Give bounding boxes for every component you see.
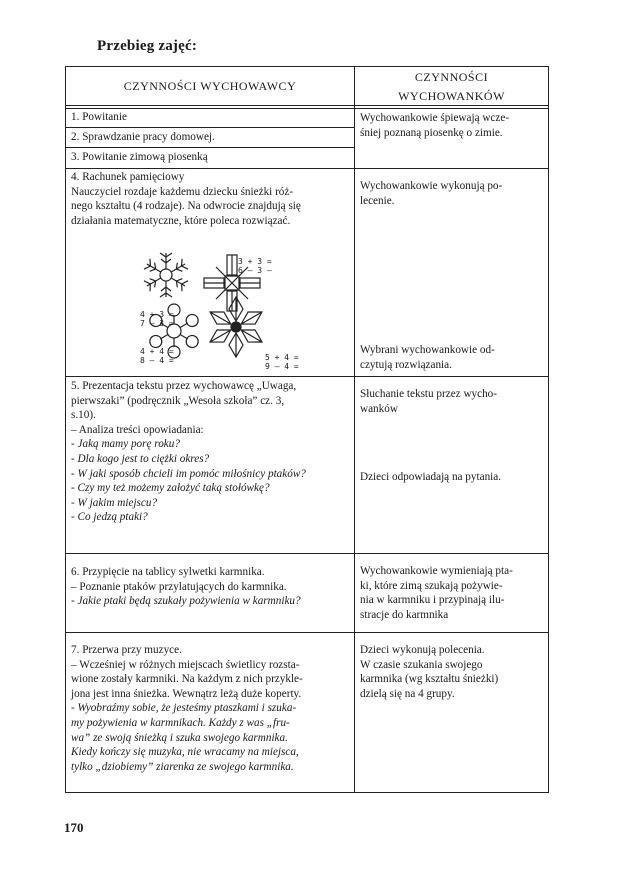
text-line: Dzieci wykonują polecenia. (360, 644, 485, 656)
snowflake-icon (144, 253, 188, 297)
text-line: wione zostały karmniki. Na każdym z nich przykle- (71, 673, 303, 686)
snowflake-icon (207, 297, 266, 357)
row7-right (360, 643, 543, 701)
row-divider (66, 553, 548, 554)
math-label (265, 353, 299, 371)
row7-left (71, 643, 351, 774)
row-divider (66, 105, 548, 106)
text-line: Dzieci odpowiadają na pytania. (360, 471, 502, 483)
row4-right-bottom (360, 343, 543, 372)
math-label (140, 310, 174, 328)
row-divider (66, 108, 548, 109)
text-line: wanków (360, 402, 398, 415)
header-student-line1: CZYNNOŚCI (414, 70, 489, 84)
text-line: 5. Prezentacja tekstu przez wychowawcę „Uwaga, (71, 380, 297, 392)
header-student-activities (355, 68, 548, 106)
text-line: 7 – 3 = (140, 319, 174, 328)
instruction-line: wa” ze swoją śnieżką i szuka swojego karmnika. (71, 731, 288, 744)
lesson-table (65, 66, 549, 793)
instruction-line: Kiedy kończy się muzyka, nie wracamy na miejsca, (71, 746, 299, 759)
text-line: s.10). (71, 409, 96, 422)
math-label (238, 257, 272, 275)
text-line: dzielą się na 4 grupy. (360, 687, 455, 700)
text-line: Wychowankowie śpiewają wcze- (360, 112, 510, 124)
row-divider (66, 632, 548, 633)
text-line: W czasie szukania swojego (360, 658, 483, 671)
row-divider (66, 376, 548, 377)
row3-text: 3. Powitanie zimową piosenką (71, 151, 208, 163)
text-line: Wychowankowie wykonują po- (360, 180, 503, 192)
text-line: 4 + 4 = (140, 347, 174, 356)
header-student-line2: WYCHOWANKÓW (398, 89, 505, 103)
question-line: - Jaką mamy porę roku? (71, 438, 180, 451)
text-line: Wybrani wychowankowie od- (360, 344, 495, 356)
text-line: śniej poznaną piosenkę o zimie. (360, 126, 503, 139)
text-line: – Wcześniej w różnych miejscach świetlicy rozsta- (71, 658, 300, 671)
text-line: Wychowankowie wymieniają pta- (360, 565, 513, 577)
instruction-line: - Wyobraźmy sobie, że jesteśmy ptaszkami i szuka- (71, 702, 297, 715)
page-number: 170 (64, 820, 84, 835)
row4-right-top (360, 179, 543, 208)
text-line: 4. Rachunek pamięciowy (71, 171, 185, 183)
row5-right-bottom (360, 470, 543, 485)
text-line: pierwszaki” (podręcznik „Wesoła szkoła” cz. 3, (71, 394, 285, 407)
instruction-line: my pożywienia w karmnikach. Każdy z was „fru- (71, 716, 290, 729)
text-line: 3 + 3 = (238, 257, 272, 266)
text-line: lecenie. (360, 194, 395, 207)
column-divider (354, 67, 355, 792)
row6-left (71, 565, 351, 609)
question-line: - Dla kogo jest to ciężki okres? (71, 452, 210, 465)
text-line: działania matematyczne, które poleca rozwiązać. (71, 214, 291, 227)
row123-right (360, 111, 543, 140)
question-line: - Czy my też możemy założyć taką stołówkę? (71, 482, 270, 495)
text-line: 6. Przypięcie na tablicy sylwetki karmnika. (71, 566, 265, 578)
text-line: 7. Przerwa przy muzyce. (71, 644, 182, 656)
text-line: – Poznanie ptaków przylatujących do karmnika. (71, 580, 287, 593)
text-line: karmnika (wg kształtu śnieżki) (360, 673, 499, 686)
instruction-line: tylko „dziobiemy” ziarenka ze swojego karmnika. (71, 760, 294, 773)
question-line: - W jaki sposób chcieli im pomóc miłośnicy ptaków? (71, 467, 306, 480)
text-line: jona jest inna śnieżka. Wewnątrz leżą duże koperty. (71, 687, 302, 700)
row-divider (66, 127, 355, 128)
header-teacher-activities: CZYNNOŚCI WYCHOWAWCY (123, 79, 297, 93)
text-line: stracje do karmnika (360, 608, 449, 621)
text-line: – Analiza treści opowiadania: (71, 423, 204, 436)
text-line: Nauczyciel rozdaje każdemu dziecku śnieżki róż- (71, 185, 294, 198)
row-divider (66, 168, 548, 169)
math-label (140, 347, 174, 365)
row1-text: 1. Powitanie (71, 111, 127, 123)
text-line: nia w karmniku i przypinają ilu- (360, 594, 505, 607)
row5-right-top (360, 387, 543, 416)
text-line: 9 – 4 = (265, 362, 299, 371)
question-line: - Co jedzą ptaki? (71, 511, 148, 524)
text-line: 8 – 4 = (140, 356, 174, 365)
text-line: Słuchanie tekstu przez wycho- (360, 388, 497, 400)
text-line: 5 + 4 = (265, 353, 299, 362)
row4-left (71, 170, 351, 228)
row5-left (71, 379, 351, 525)
row-divider (66, 147, 355, 148)
text-line: czytują rozwiązania. (360, 358, 452, 371)
question-line: - Jakie ptaki będą szukały pożywienia w karmniku? (71, 595, 301, 608)
row6-right (360, 564, 543, 622)
text-line: 6 – 3 – (238, 266, 272, 275)
question-line: - W jakim miejscu? (71, 496, 158, 509)
row2-text: 2. Sprawdzanie pracy domowej. (71, 131, 215, 143)
text-line: nego kształtu (4 rodzaje). Na odwrocie znajdują się (71, 200, 301, 213)
text-line: 4 + 3 = (140, 310, 174, 319)
text-line: ki, które zimą szukają pożywie- (360, 579, 503, 592)
section-heading: Przebieg zajęć: (97, 38, 198, 54)
